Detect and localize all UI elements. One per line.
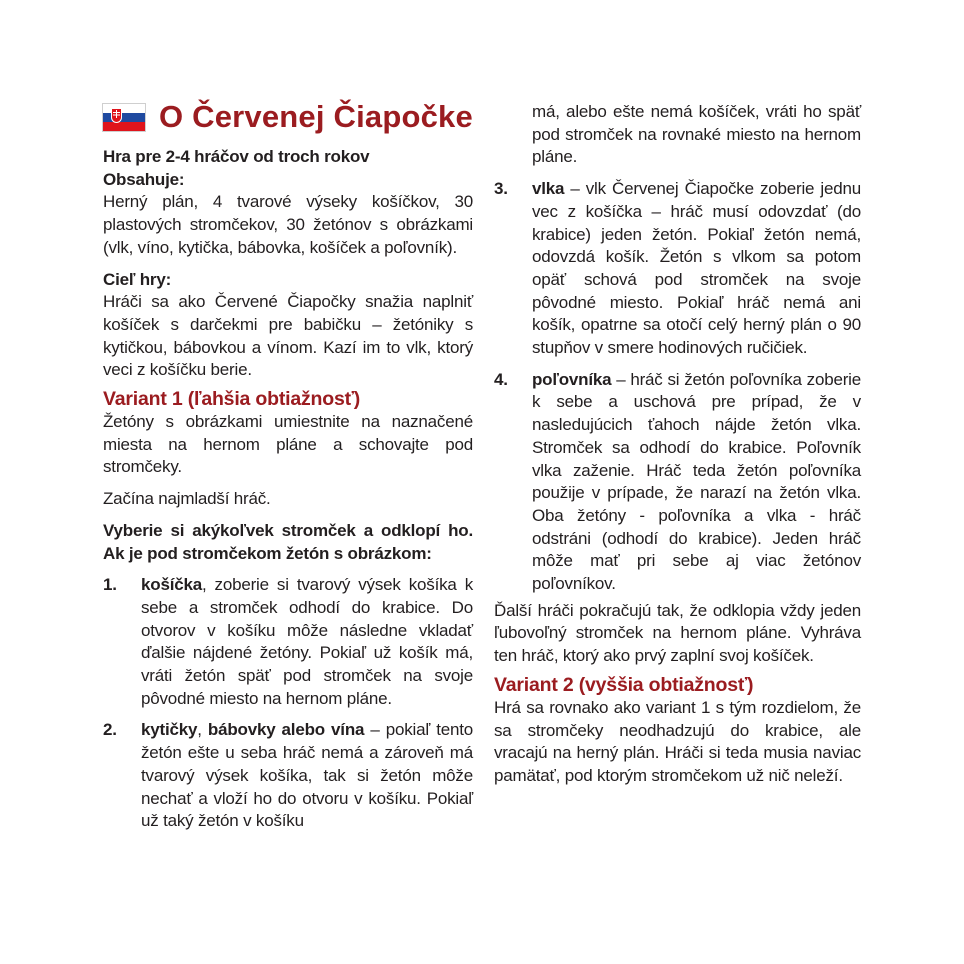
rule-number: 4. [494, 369, 508, 389]
rule-number: 2. [103, 720, 117, 740]
contents-label: Obsahuje: [103, 169, 185, 189]
variant2-text: Hrá sa rovnako ako variant 1 s tým rozdielom, že sa stromčeky neodhadzujú do krabice, ale vracajú na herný plán. Hráči si teda musia naviac pamätať, pod ktorým stromčekom už nič neleží. [494, 697, 861, 785]
goal-label: Cieľ hry: [103, 269, 172, 289]
left-column [103, 96, 473, 833]
variant1-start: Začína najmladší hráč. [103, 489, 271, 509]
rule-body [532, 178, 861, 360]
rule-item-basket [103, 574, 473, 710]
rule-item-flowers-cake-wine [103, 719, 473, 833]
rule-item-wolf [494, 178, 861, 360]
page-title: O Červenej Čiapočke [159, 98, 473, 134]
variant1-instruction: Vyberie si akýkoľvek stromček a odklopí ho. Ak je pod stromčekom žetón s obrázkom: [103, 520, 473, 563]
rule-text: – hráč si žetón poľovníka zoberie k sebe a uschová pre prípad, že v nasledujúcich ťahoch nájde žetón vlka. Stromček sa odhodí do krabice. Poľovník vlka zaženie. Hráč teda žetón poľovníka použije v prípade, že narazí na žetón vlka. Oba žetóny - poľovníka a vlka - hráč odstráni (odhodí do krabice). Jeden hráč môže mať pri sebe aj viac žetónov poľovníkov. [532, 369, 861, 594]
goal-text: Hráči sa ako Červené Čiapočky snažia naplniť košíček s darčekmi pre babičku – žetóniky s kytičkou, bábovkou a vínom. Kazí im to vlk, ktorý veci z košíčku berie. [103, 292, 473, 380]
variant1-setup: Žetóny s obrázkami umiestnite na naznačené miesta na hernom pláne a schovajte pod stromčeky. [103, 412, 473, 477]
rule-keyword: košíčka [141, 575, 202, 595]
rule-number: 1. [103, 575, 117, 595]
rule-continued-text: má, alebo ešte nemá košíček, vráti ho späť pod stromček na rovnaké miesto na hernom pláne. [532, 102, 861, 167]
slovakia-flag-icon [103, 104, 145, 131]
rule-item-continued [494, 101, 861, 169]
rule-text: – vlk Červenej Čiapočke zoberie jednu vec z košíčka – hráč musí odovzdať (do krabice) jeden žetón. Pokiaľ žetón nemá, odovzdá košík. Žetón s vlkom sa potom opäť schová pod stromček na svoje pôvodné miesto. Pokiaľ hráč nemá ani košík, opatrne sa otočí celý herný plán o 90 stupňov v smere hodinových ručičiek. [532, 179, 861, 358]
variant1-heading: Variant 1 (ľahšia obtiažnosť) [103, 388, 361, 411]
rule-item-hunter [494, 369, 861, 596]
variant2-heading: Variant 2 (vyššia obtiažnosť) [494, 673, 754, 696]
title-row [103, 96, 473, 138]
rule-body [141, 574, 473, 710]
rule-number: 3. [494, 179, 508, 199]
rule-keyword: vlka [532, 179, 565, 199]
rule-keyword: poľovníka [532, 369, 612, 389]
contents-text: Herný plán, 4 tvarové výseky košíčkov, 30 plastových stromčekov, 30 žetónov s obrázkami (vlk, víno, kytička, bábovka, košíček a poľovník). [103, 192, 473, 257]
rule-text: – pokiaľ tento žetón ešte u seba hráč nemá a zároveň má tvarový výsek košíka, tak si žetón môže nechať a vloží ho do otvoru v košíku. Pokiaľ už taký žetón v košíku [141, 720, 473, 831]
right-column [494, 101, 861, 788]
rule-keyword: kytičky [141, 720, 198, 740]
rule-body [532, 369, 861, 596]
rule-text: , zoberie si tvarový výsek košíka k sebe a stromček odhodí do krabice. Do otvorov v košíku môže následne vkladať ďalšie nájdené žetóny. Pokiaľ už košík má, vráti žetón späť pod stromček na svoje pôvodné miesto na hernom pláne. [141, 575, 473, 708]
game-subtitle: Hra pre 2-4 hráčov od troch rokov [103, 147, 370, 166]
rule-keyword-2: bábovky alebo vína [207, 720, 365, 740]
variant1-continuation: Ďalší hráči pokračujú tak, že odklopia vždy jeden ľubovoľný stromček na hernom pláne. Vyhráva ten hráč, ktorý ako prvý zaplní svoj košíček. [494, 600, 861, 666]
rule-body [141, 719, 473, 833]
rule-separator: , [197, 720, 208, 740]
